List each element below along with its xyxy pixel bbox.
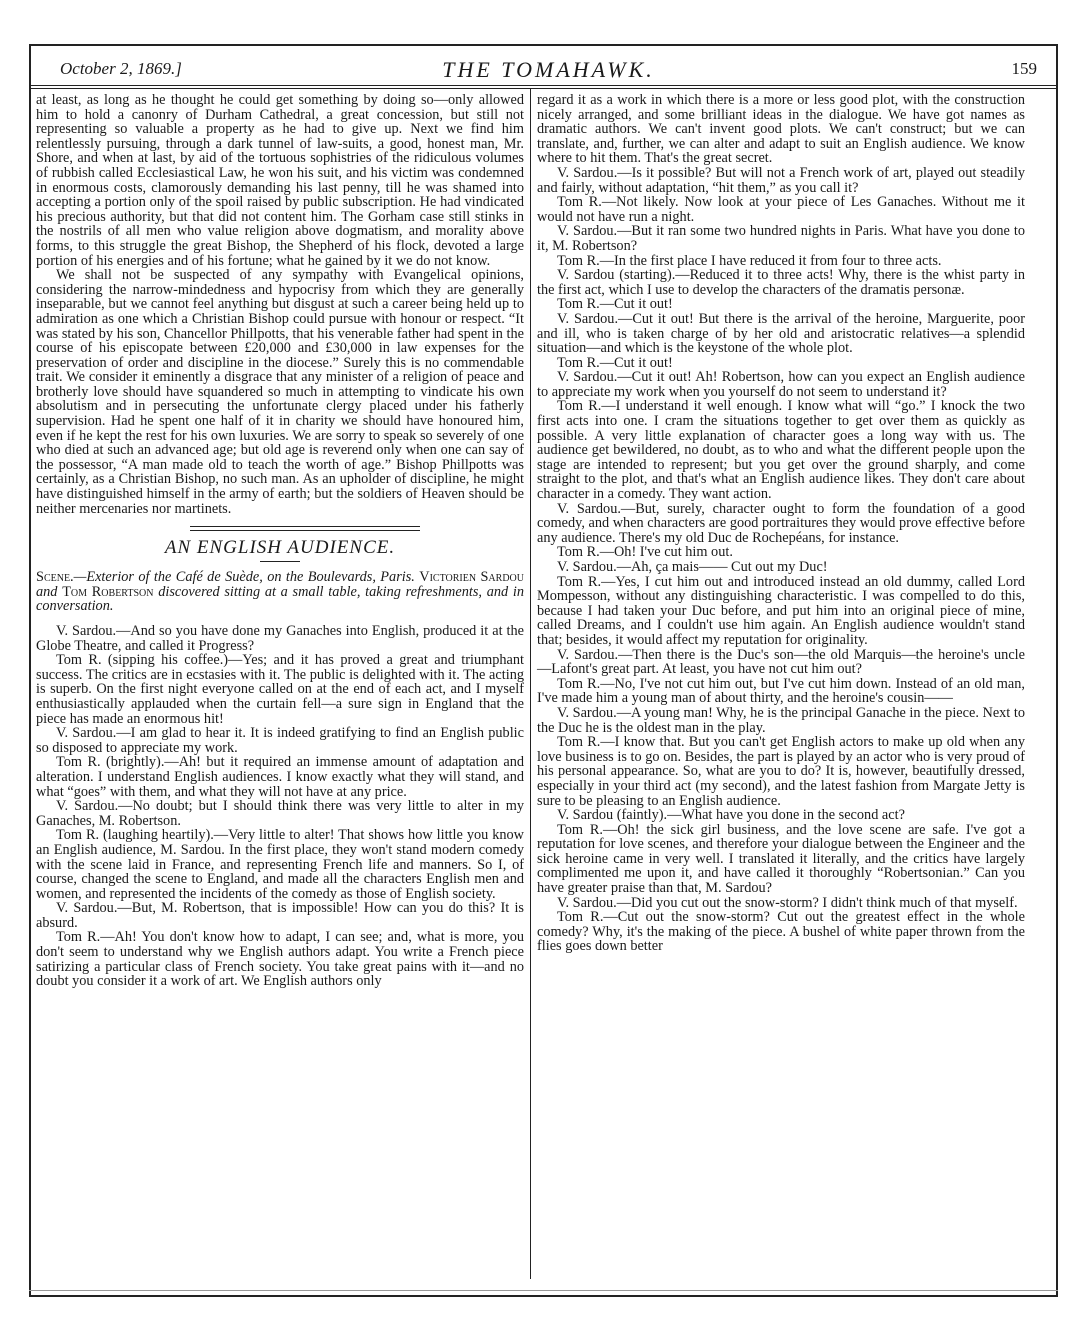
character-sardou: Victorien Sardou [419, 569, 524, 586]
dialogue-line: V. Sardou.—Cut it out! Ah! Robertson, how can you expect an English audience to appreciate my work when you yourself do not seem to understand it? [537, 369, 1025, 400]
dialogue-line: V. Sardou.—A young man! Why, he is the principal Ganache in the piece. Next to the Duc he is the oldest man in the play. [537, 704, 1025, 736]
issue-date: October 2, 1869.] [60, 59, 182, 78]
dialogue-line: Tom R.—Yes, I cut him out and introduced instead an old dummy, called Lord Mompesson, without any distinguishing characteristic. I was compelled to do this, because I had taken your Duc before, and put him into an original piece of mine, called Dreams, and I couldn't use him again. An English audience wouldn't stand that; besides, it would affect my reputation for originality. [537, 573, 1025, 648]
dialogue-line: V. Sardou.—Cut it out! But there is the arrival of the heroine, Marguerite, poor and ill, who is taken charge of by her old and aristocratic relatives—a splendid situation—and which is the keystone of the whole plot. [537, 310, 1025, 357]
dialogue-line: Tom R.—No, I've not cut him out, but I've cut him down. Instead of an old man, I've made him a young man of about thirty, and the heroine's cousin—— [537, 675, 1025, 707]
scene-label: Scene. [36, 569, 74, 586]
article-paragraph: at least, as long as he thought he could get something by doing so—only allowed him to hold a canonry of Durham Cathedral, a great concession, but still not representing so valuable a property as he had to give up. Next we find him relentlessly pursuing, through a dark tunnel of law-suits, a good, honest man, Mr. Shore, and when at last, by aid of the tortuous sophistries of the ridiculous volumes of rubbish called Ecclesiastical Law, he won his suit, and his victim was condemned in enormous costs, clamorously demanding his last penny, till he was shamed into accepting a portion only of the spoil raised by public subscription. He had vindicated his precious authority, but that did not content him. The Gorham case still stinks in the nostrils of all men who value religion above dogmatism, and morality above forms, to this struggle the great Bishop, the Shepherd of his flock, devoted a large portion of his energies and of his fortune; what he gained by it we do not know. [36, 92, 524, 269]
dialogue-line: Tom R.—Cut out the snow-storm? Cut out the greatest effect in the whole comedy? Why, it's the making of the piece. A bushel of white paper thrown from the flies goes down better [537, 909, 1025, 955]
dialogue-line: regard it as a work in which there is a more or less good plot, with the construction nicely arranged, and some brilliant ideas in the dialogue. We have got names as dramatic authors. We can't invent good plots. We can't construct; but we can translate, and, further, we can alter and adapt to suit an English audience. We know where to hit them. That's the great secret. [537, 92, 1025, 167]
scene-rest: discovered sitting at a small table, taking refreshments, and in conversation. [36, 583, 524, 615]
dialogue-line: Tom R.—Cut it out! [557, 296, 673, 313]
dialogue-line: V. Sardou.—I am glad to hear it. It is indeed gratifying to find an English public so disposed to appreciate my work. [36, 725, 524, 756]
masthead-title: THE TOMAHAWK. [442, 57, 655, 82]
page-bottom-edge [29, 1290, 1058, 1291]
dialogue-line: Tom R. (brightly).—Ah! but it required an immense amount of adaptation and alteration. I understand English audiences. I know exactly what they will stand, and what “goes” with them, and what they will not have at any price. [36, 754, 524, 800]
dialogue-line: V. Sardou.—Did you cut out the snow-storm? I didn't think much of that myself. [557, 894, 1018, 911]
scene-and: and [36, 583, 63, 600]
dialogue-line: Tom R.—Ah! You don't know how to adapt, I can see; and, what is more, you don't seem to understand why we English authors adapt. You write a French piece satirizing a particular class of French society. You take great pains with it—and no doubt you consider it a work of art. We English authors only [36, 929, 524, 990]
dialogue-line: V. Sardou.—But, surely, character ought to form the foundation of a good comedy, and when characters are good portraitures they would prove effective before any audience. There's my old Duc de Rochepéans, for instance. [537, 500, 1025, 546]
scene-direction [36, 570, 524, 614]
dialogue-line: Tom R. (sipping his coffee.)—Yes; and it has proved a great and triumphant success. The critics are in ecstasies with it. The public is delighted with it. The acting is superb. On the first night everyone called on at the end of each act, and I myself enthusiastically applauded when the curtain fell—a sure sign in England that the piece has made an enormous hit! [36, 652, 524, 727]
dialogue-line: V. Sardou.—Then there is the Duc's son—the old Marquis—the heroine's uncle—Lafont's great part. At least, you have not cut him out? [537, 646, 1025, 678]
dialogue-line: Tom R.—In the first place I have reduced it from four to three acts. [557, 252, 942, 269]
character-robertson: Tom Robertson [62, 583, 154, 600]
article-paragraph: We shall not be suspected of any sympathy with Evangelical opinions, considering the narrow-mindedness and hypocrisy from which they are generally inseparable, but we cannot feel anything but disgust at such a career being held up to admiration as one which a Christian Bishop could pursue with honour or respect. “It was stated by his son, Chancellor Phillpotts, that his venerable father had spent in the course of his episcopate between £20,000 and £30,000 in law expenses for the preservation of order and discipline in the diocese.” Surely this is no commendable trait. We consider it eminently a disgrace that any minister of a religion of peace and brotherly love should have squandered so much in attempting to vindicate his own absolutism and in persecuting the unfortunate clergy placed under his fatherly supervision. Had he spent one half of it in charity we should have honoured him, even if he kept the rest for his own luxuries. We are sorry to speak so severely of one who died at such an advanced age; but old age is reverend only when one can say of the possessor, “A man made old to teach the worth of age.” Bishop Phillpotts was certainly, as a Christian Bishop, no such man. As an upholder of discipline, he might have distinguished himself in the army of earth; but the soldiers of Heaven should be neither mercenaries nor martinets. [36, 267, 524, 517]
header-rule-thin [31, 88, 1056, 89]
dialogue-line: Tom R.—Oh! the sick girl business, and the love scene are safe. I've got a reputation for love scenes, and therefore your dialogue between the Engineer and the sick heroine came in very well. I translated it literally, and the critics have largely complimented me upon it, and have called it thoroughly “Robertsonian.” Can you have greater praise than that, M. Sardou? [537, 821, 1025, 897]
scene-setting: —Exterior of the Café de Suède, on the Boulevards, Paris. [73, 569, 415, 586]
section-separator [190, 526, 420, 531]
page-header [60, 57, 1037, 83]
dialogue-line: Tom R.—Oh! I've cut him out. [557, 544, 733, 561]
column-divider [530, 89, 531, 1279]
dialogue-line: Tom R.—I know that. But you can't get English actors to make up old when any love business is to go on. Besides, the part is played by an actor who is very proud of his personal appearance. So, what are you to do? It is, however, beautifully dressed, especially in your third act (my second), and the latest fashion from Margate Jetty is sure to be pleasing to an English audience. [537, 734, 1025, 809]
dialogue-line: Tom R.—Not likely. Now look at your piece of Les Ganaches. Without me it would not have run a night. [537, 194, 1025, 225]
dialogue-line: Tom R. (laughing heartily).—Very little to alter! That shows how little you know an English audience, M. Sardou. In the first place, they won't stand modern comedy with the scene laid in France, and representing French life and manners. So I, of course, changed the scene to England, and made all the characters English men and women, and represented the incidents of the comedy as those of English society. [36, 827, 524, 902]
dialogue-line: Tom R.—I understand it well enough. I know what will “go.” I knock the two first acts into one. I cram the situations together to get over them as quickly as possible. A very little explanation of character goes a long way with us. The audience get bewildered, no doubt, as to who and what the different people upon the stage are intended to represent; but you get over the ground sharply, and come straight to the plot, and that's what an English audience likes. They don't care about character in a comedy. They want action. [537, 398, 1025, 503]
dialogue-line: V. Sardou.—And so you have done my Ganaches into English, produced it at the Globe Theatre, and called it Progress? [36, 623, 524, 654]
right-column [537, 93, 1025, 954]
dialogue-line: V. Sardou.—Is it possible? But will not a French work of art, played out steadily and fairly, without adaptation, “hit them,” as you call it? [537, 164, 1025, 196]
dialogue-line: V. Sardou.—Ah, ça mais—— Cut out my Duc! [557, 559, 828, 575]
dialogue-line: Tom R.—Cut it out! [557, 354, 673, 371]
dialogue-line: V. Sardou (starting).—Reduced it to three acts! Why, there is the whist party in the first act, which I use to develop the characters of the dramatis personæ. [537, 267, 1025, 298]
title-underline [260, 561, 300, 562]
section-title: AN ENGLISH AUDIENCE. [164, 537, 396, 559]
dialogue-line: V. Sardou.—No doubt; but I should think there was very little to alter in my Ganaches, M. Robertson. [36, 798, 524, 829]
header-rule [31, 85, 1056, 86]
left-column [36, 93, 524, 989]
page-number: 159 [1011, 59, 1037, 78]
dialogue-line: V. Sardou.—But, M. Robertson, that is impossible! How can you do this? It is absurd. [36, 900, 524, 931]
dialogue-line: V. Sardou.—But it ran some two hundred nights in Paris. What have you done to it, M. Robertson? [537, 223, 1025, 254]
dialogue-line: V. Sardou (faintly).—What have you done in the second act? [557, 807, 905, 824]
